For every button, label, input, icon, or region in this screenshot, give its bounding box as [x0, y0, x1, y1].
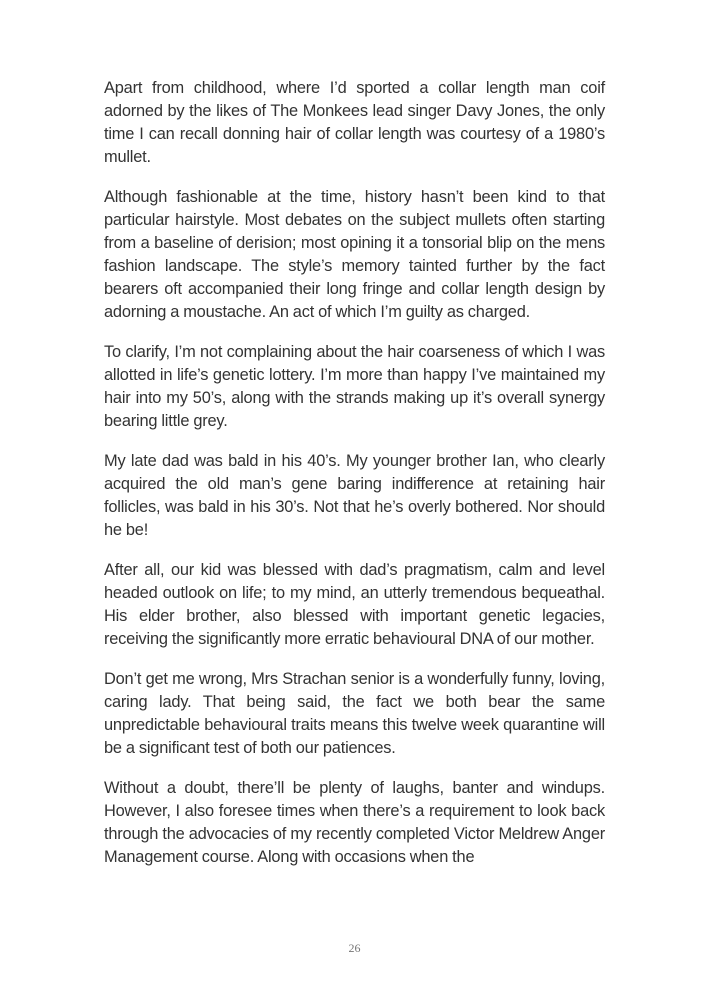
- paragraph-quarantine: Without a doubt, there’ll be plenty of laughs, banter and windups. However, I also foresee times when there’s a requirement to look back through the advocacies of my recently completed Victor Meldrew Anger Management course. Along with occasions when the: [104, 779, 605, 866]
- body-text: [104, 77, 605, 869]
- paragraph-genetic-legacies: After all, our kid was blessed with dad’s pragmatism, calm and level headed outlook on life; to my mind, an utterly tremendous bequeathal. His elder brother, also blessed with important genetic legacies, receiving the significantly more erratic behavioural DNA of our mother.: [104, 561, 605, 648]
- paragraph-hair-coarseness: To clarify, I’m not complaining about the hair coarseness of which I was allotted in life’s genetic lottery. I’m more than happy I’ve maintained my hair into my 50’s, along with the strands making up it’s overall synergy bearing little grey.: [104, 343, 605, 430]
- paragraph-childhood-hair: Apart from childhood, where I’d sported a collar length man coif adorned by the likes of The Monkees lead singer Davy Jones, the only time I can recall donning hair of collar length was courtesy of a 1980’s mullet.: [104, 79, 605, 166]
- paragraph-bald-family: My late dad was bald in his 40’s. My younger brother Ian, who clearly acquired the old man’s gene baring indifference at retaining hair follicles, was bald in his 30’s. Not that he’s overly bothered. Nor should he be!: [104, 452, 605, 539]
- paragraph-mother: Don’t get me wrong, Mrs Strachan senior is a wonderfully funny, loving, caring lady. That being said, the fact we both bear the same unpredictable behavioural traits means this twelve week quarantine will be a significant test of both our patiences.: [104, 670, 605, 757]
- paragraph-mullet-history: Although fashionable at the time, history hasn’t been kind to that particular hairstyle. Most debates on the subject mullets often starting from a baseline of derision; most opining it a tonsorial blip on the mens fashion landscape. The style’s memory tainted further by the fact bearers oft accompanied their long fringe and collar length design by adorning a moustache. An act of which I’m guilty as charged.: [104, 188, 605, 321]
- page-number: 26: [348, 941, 361, 955]
